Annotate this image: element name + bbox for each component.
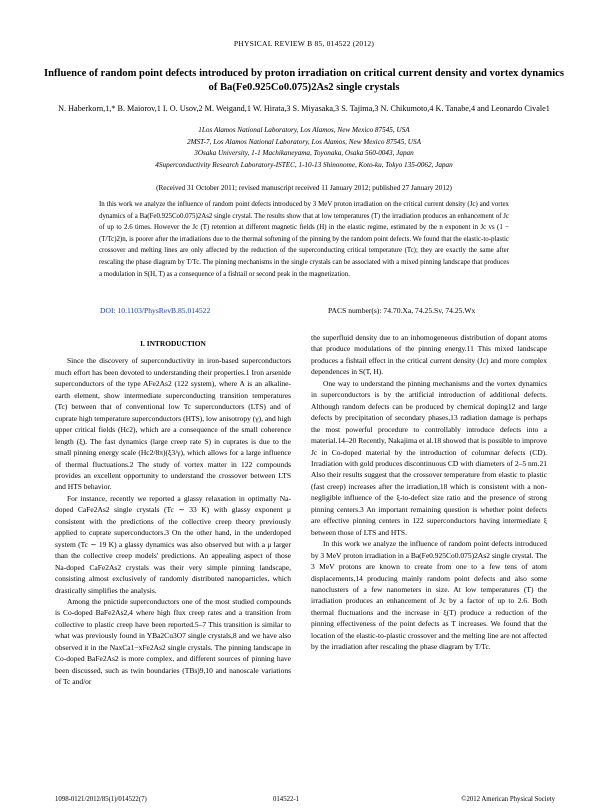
pacs-numbers: PACS number(s): 74.70.Xa, 74.25.Sv, 74.25.Wx [328,306,476,315]
doi-link[interactable]: DOI: 10.1103/PhysRevB.85.014522 [100,306,211,315]
affiliation-2: 2MST-7, Los Alamos National Laboratory, Los Alamos, New Mexico 87545, USA [186,137,421,146]
affiliation-1: 1Los Alamos National Laboratory, Los Alamos, New Mexico 87545, USA [198,126,410,134]
affiliation-4: 4Superconductivity Research Laboratory-ISTEC, 1-10-13 Shinonome, Koto-ku, Tokyo 135-0062, Japan [155,160,453,169]
left-column [55,332,291,688]
footer-issn: 1098-0121/2012/85(1)/014522(7) [55,796,147,803]
footer-page-number: 014522-1 [273,796,300,803]
abstract: In this work we analyze the influence of random point defects introduced by 3 MeV proton irradiation on the critical current density (Jc) and vortex dynamics of a Ba(Fe0.925Co0.075)2As2 single crystal. The results show that at low temperatures (T) the irradiation produces an enhancement of Jc of up to 2.6 times. However the Jc (T) retention at different magnetic fields (H) in the elastic regime, estimated by the n exponent in Jc vs (1 − (T/Tc)2)n, is poorer after the irradiations due to the thermal softening of the pinning by the random point defects. We found that the elastic-to-plastic crossover and melting lines are only affected by the reduction of the superconducting critical temperature (Tc); they are exactly the same after rescaling the phase diagram by T/Tc. The pinning mechanisms in the single crystals can be associated with a mixed pinning landscape that produces a modulation in S(H, T) as a consequence of a fishtail or second peak in the magnetization. [99,201,509,278]
paragraph: Among the pnictide superconductors one of the most studied compounds is Co-doped BaFe2As2,4 where high flux creep rates and a transition from collective to plastic creep have been reported.5–7 This transition is similar to what was previously found in YBa2Cu3O7 single crystals,8 and we have also observed it in the NaxCa1−xFe2As2 single crystals. The pinning landscape in Co-doped BaFe2As2 is more complex, and different sources of pinning have been discussed, such as twin boundaries (TBs)9,10 and nanoscale variations of Tc and/or [55,596,291,687]
paragraph: For instance, recently we reported a glassy relaxation in optimally Na-doped CaFe2As2 single crystals (Tc ∼ 33 K) with glassy exponent μ consistent with the predictions of the collective creep theory previously applied to cuprate superconductors.3 On the other hand, in the underdoped system (Tc ∼ 19 K) a glassy dynamics was also observed but with a μ larger than the collective creep models' predictions. An appealing aspect of those Na-doped CaFe2As2 crystals was their very simple pinning landscape, consisting almost exclusively of randomly distributed nanoparticles, which drastically simplifies the analysis. [55,493,291,595]
paragraph: In this work we analyze the influence of random point defects introduced by 3 MeV proton irradiation in a Ba(Fe0.925Co0.075)2As2 single crystal. The 3 MeV protons are known to create from one to a few tens of atom displacements,14 producing mainly random point defects and also some nanoclusters of a few nanometers in size. At low temperatures (T) the irradiation produces an enhancement of Jc by a factor of up to 2.6. Both thermal fluctuations and the increase in ξ(T) produce a reduction of the pinning effectiveness of the point defects as T increases. We found that the location of the elastic-to-plastic crossover and the melting line are not affected by the irradiation after rescaling the phase diagram by T/Tc. [311,539,547,652]
received-dates: (Received 31 October 2011; revised manuscript received 11 January 2012; published 27 January 2012) [156,184,452,192]
affiliations [40,125,568,171]
right-column [311,332,547,653]
footer-copyright: ©2012 American Physical Society [461,796,555,803]
journal-header: PHYSICAL REVIEW B 85, 014522 (2012) [233,39,375,48]
affiliation-3: 3Osaka University, 1-1 Machikaneyama, Toyonaka, Osaka 560-0043, Japan [194,149,414,158]
paper-title: Influence of random point defects introduced by proton irradiation on critical current density and vortex dynamics of Ba(Fe0.925Co0.075)2As2 single crystals [44,68,564,93]
paragraph: One way to understand the pinning mechanisms and the vortex dynamics in superconductors is by the artificial introduction of additional defects. Although random defects can be produced by chemical doping12 and large defects by precipitation of secondary phases,13 radiation damage is perhaps the most powerful procedure to controllably introduce defects into a material.14–20 Recently, Nakajima et al.18 showed that is possible to improve Jc in Co-doped material by the introduction of columnar defects (CD). Irradiation with gold produces discontinuous CD with diameters of 2–5 nm.21 Also their results suggest that the crossover temperature from elastic to plastic (fast creep) increases after the irradiation,18 which is consistent with a non-negligible influence of the ξ-to-defect size ratio and the presence of strong pinning centers.3 An important remaining question is whether point defects are effective pinning centers in 122 superconductors having intermediate ξ between those of LTS and HTS. [311,378,547,537]
paragraph: the superfluid density due to an inhomogeneous distribution of dopant atoms that produce modulations of the pinning energy.11 This mixed landscape produces a fishtail effect in the critical current density (Jc) and more complex dependences in S(T, H). [311,333,547,377]
section-heading-introduction: I. INTRODUCTION [140,339,206,348]
author-list: N. Haberkorn,1,* B. Maiorov,1 I. O. Usov,2 M. Weigand,1 W. Hirata,3 S. Miyasaka,3 S. Tajima,3 N. Chikumoto,4 K. Tanabe,4 and Leonardo Civale1 [58,104,550,113]
paragraph: Since the discovery of superconductivity in iron-based superconductors much effort has been devoted to understanding their properties.1 Iron arsenide superconductors of the type AFe2As2 (122 system), where A is an alkaline-earth element, show intermediate superconducting transition temperatures (Tc) between that of conventional low Tc superconductors (LTS) and of cuprate high temperature superconductors (HTS), low anisotropy (γ), and high upper critical fields (Hc2), which are a consequence of the small coherence length (ξ). The fast dynamics (large creep rate S) in cuprates is due to the small pinning energy scale (Hc2/8π)(ξ3/γ), which allows for a large influence of thermal fluctuations.2 The study of vortex matter in 122 compounds provides an excellent opportunity to understand the crossover between LTS and HTS behavior. [55,356,291,492]
